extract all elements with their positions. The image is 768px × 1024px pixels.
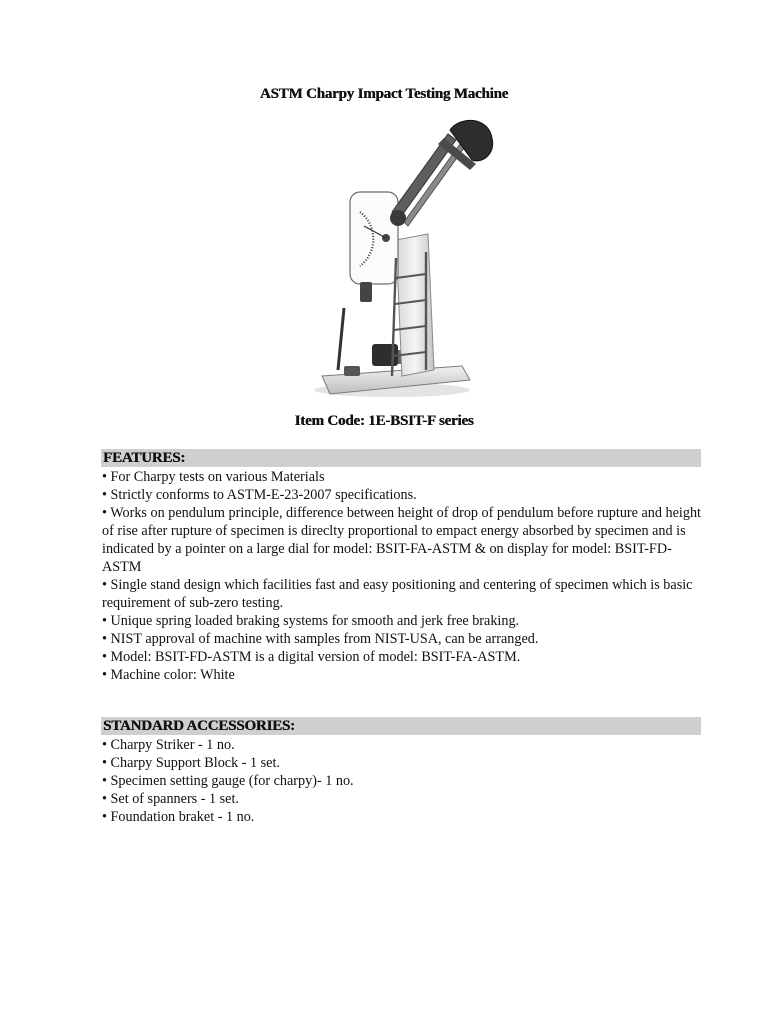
list-item: • NIST approval of machine with samples from NIST-USA, can be arranged. (102, 631, 539, 647)
item-code: Item Code: 1E-BSIT-F series (294, 413, 474, 429)
list-item: • Machine color: White (102, 667, 235, 683)
list-item: • Model: BSIT-FD-ASTM is a digital version of model: BSIT-FA-ASTM. (102, 649, 521, 665)
features-heading: FEATURES: (103, 450, 186, 466)
charpy-pendulum-machine-icon (300, 108, 500, 408)
accessories-heading: STANDARD ACCESSORIES: (103, 718, 295, 734)
list-item: • Charpy Striker - 1 no. (102, 737, 235, 753)
page-title: ASTM Charpy Impact Testing Machine (259, 86, 509, 102)
list-item: • Works on pendulum principle, difference between height of drop of pendulum before rupture and height of rise after rupture of specimen is direclty proportional to empact energy absorbed by specimen and is indicated by a pointer on a large dial for model: BSIT-FA-ASTM & on display for model: BSIT-FD-ASTM (102, 505, 701, 575)
accessories-heading-bar (101, 717, 701, 735)
list-item: • Foundation braket - 1 no. (102, 809, 255, 825)
features-list (102, 468, 702, 684)
list-item: • Set of spanners - 1 set. (102, 791, 239, 807)
accessories-list (102, 736, 702, 826)
list-item: • For Charpy tests on various Materials (102, 469, 325, 485)
list-item: • Strictly conforms to ASTM-E-23-2007 specifications. (102, 487, 417, 503)
list-item: • Unique spring loaded braking systems for smooth and jerk free braking. (102, 613, 520, 629)
features-heading-bar (101, 449, 701, 467)
list-item: • Specimen setting gauge (for charpy)- 1 no. (102, 773, 354, 789)
list-item: • Single stand design which facilities fast and easy positioning and centering of specimen which is basic requirement of sub-zero testing. (102, 577, 693, 611)
list-item: • Charpy Support Block - 1 set. (102, 755, 280, 771)
